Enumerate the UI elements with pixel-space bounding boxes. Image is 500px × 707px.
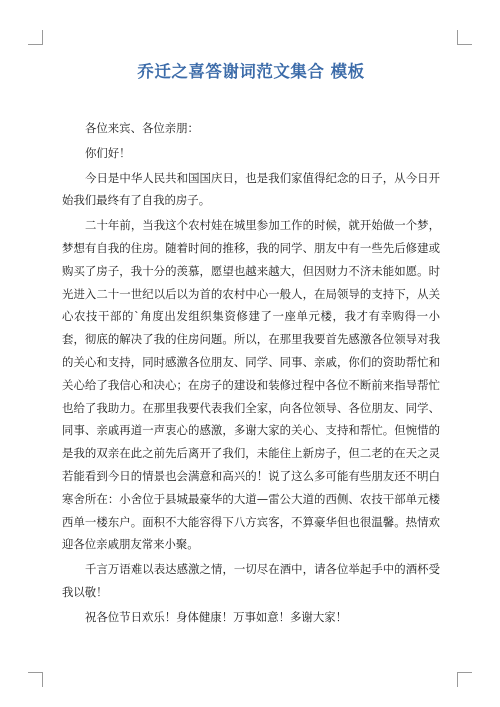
body-paragraph-3: 千言万语难以表达感激之情，一切尽在酒中，请各位举起手中的酒杯受我以敬！: [62, 562, 440, 599]
body-paragraph-1: 今日是中华人民共和国国庆日，也是我们家值得纪念的日子，从今日开始我们最终有了自我的房子。: [62, 170, 440, 208]
salutation-paragraph: 各位来宾、各位亲朋：: [85, 121, 199, 135]
body-paragraph-2: 二十年前，当我这个农村娃在城里参加工作的时候，就开始做一个梦，梦想有自我的住房。随着时间的推移，我的同学、朋友中有一些先后修建或购买了房子，我十分的羡慕，愿望也越来越大，但因财力不济未能如愿。时光进入二十一世纪以后以为首的农村中心一般人，在局领导的支持下，从关心农技干部的`角度出发组织集资修建了一座单元楼，我才有幸购得一小套，彻底的解决了我的住房问题。所以，在那里我要首先感激各位领导对我的关心和支持，同时感激各位朋友、同学、同事、亲戚，你们的资助帮忙和关心给了我信心和决心；在房子的建设和装修过程中各位不断前来指导帮忙也给了我助力。在那里我要代表我们全家，向各位领导、各位朋友、同学、同事、亲戚再道一声衷心的感激，多谢大家的关心、支持和帮忙。但惋惜的是我的双亲在此之前先后离开了我们，未能住上新房子，但二老的在天之灵若能看到今日的情景也会满意和高兴的！说了这么多可能有些朋友还不明白寒舍所在：小舍位于县城最豪华的大道—雷公大道的西侧、农技干部单元楼西单一楼东户。面积不大能容得下八方宾客，不算豪华但也很温馨。热情欢迎各位亲戚朋友常来小聚。: [62, 218, 440, 552]
page-corner-mark-top-right: [457, 30, 472, 45]
greeting-paragraph: 你们好！: [85, 145, 131, 160]
document-page: [62, 60, 440, 629]
page-corner-mark-top-left: [28, 30, 43, 45]
page-corner-mark-bottom-right: [457, 672, 472, 687]
document-title: 乔迁之喜答谢词范文集合 模板: [137, 62, 365, 81]
page-corner-mark-bottom-left: [28, 672, 43, 687]
closing-paragraph: 祝各位节日欢乐！身体健康！万事如意！多谢大家！: [85, 609, 347, 624]
